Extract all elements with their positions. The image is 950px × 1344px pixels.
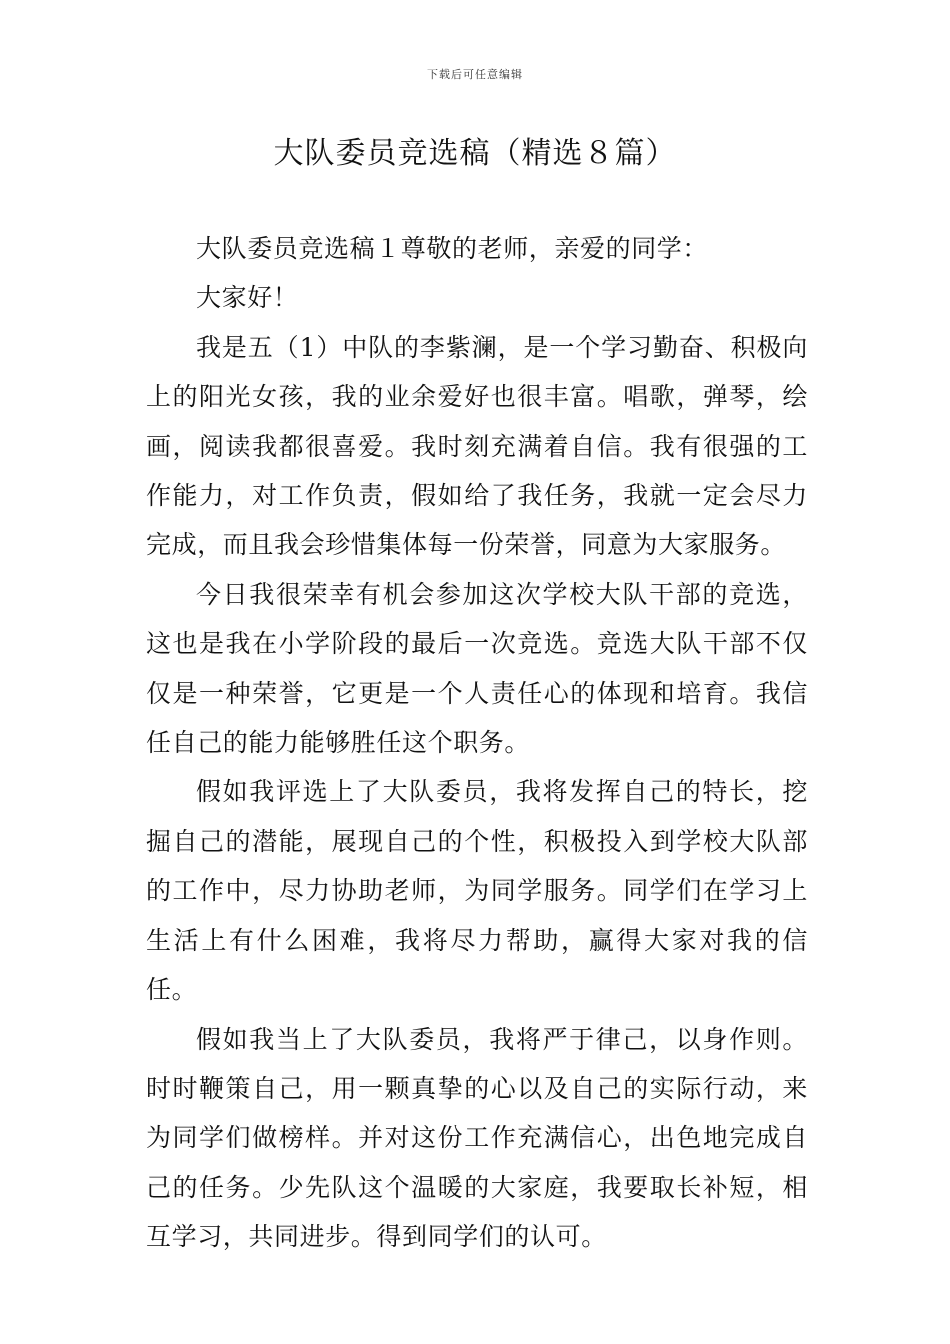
- paragraph-hello: 大家好！: [196, 283, 299, 313]
- document-body: [146, 224, 808, 1262]
- paragraph-plan: 假如我评选上了大队委员，我将发挥自己的特长，挖掘自己的潜能，展现自己的个性，积极投入到学校大队部的工作中，尽力协助老师，为同学服务。同学们在学习上生活上有什么困难，我将尽力帮助，赢得大家对我的信任。: [146, 777, 808, 1005]
- paragraph-commitment: 假如我当上了大队委员，我将严于律己，以身作则。时时鞭策自己，用一颗真挚的心以及自己的实际行动，来为同学们做榜样。并对这份工作充满信心，出色地完成自己的任务。少先队这个温暖的大家庭，我要取长补短，相互学习，共同进步。得到同学们的认可。: [146, 1024, 808, 1252]
- paragraph-greeting: 大队委员竞选稿１尊敬的老师，亲爱的同学：: [196, 234, 709, 263]
- document-title: 大队委员竞选稿（精选８篇）: [273, 136, 677, 171]
- paragraph-opportunity: 今日我很荣幸有机会参加这次学校大队干部的竞选，这也是我在小学阶段的最后一次竞选。竞选大队干部不仅仅是一种荣誉，它更是一个人责任心的体现和培育。我信任自己的能力能够胜任这个职务。: [146, 579, 808, 758]
- header-note: 下载后可任意编辑: [427, 68, 523, 81]
- paragraph-introduction: 我是五（1）中队的李紫澜，是一个学习勤奋、积极向上的阳光女孩，我的业余爱好也很丰富。唱歌，弹琴，绘画，阅读我都很喜爱。我时刻充满着自信。我有很强的工作能力，对工作负责，假如给了我任务，我就一定会尽力完成，而且我会珍惜集体每一份荣誉，同意为大家服务。: [146, 332, 808, 560]
